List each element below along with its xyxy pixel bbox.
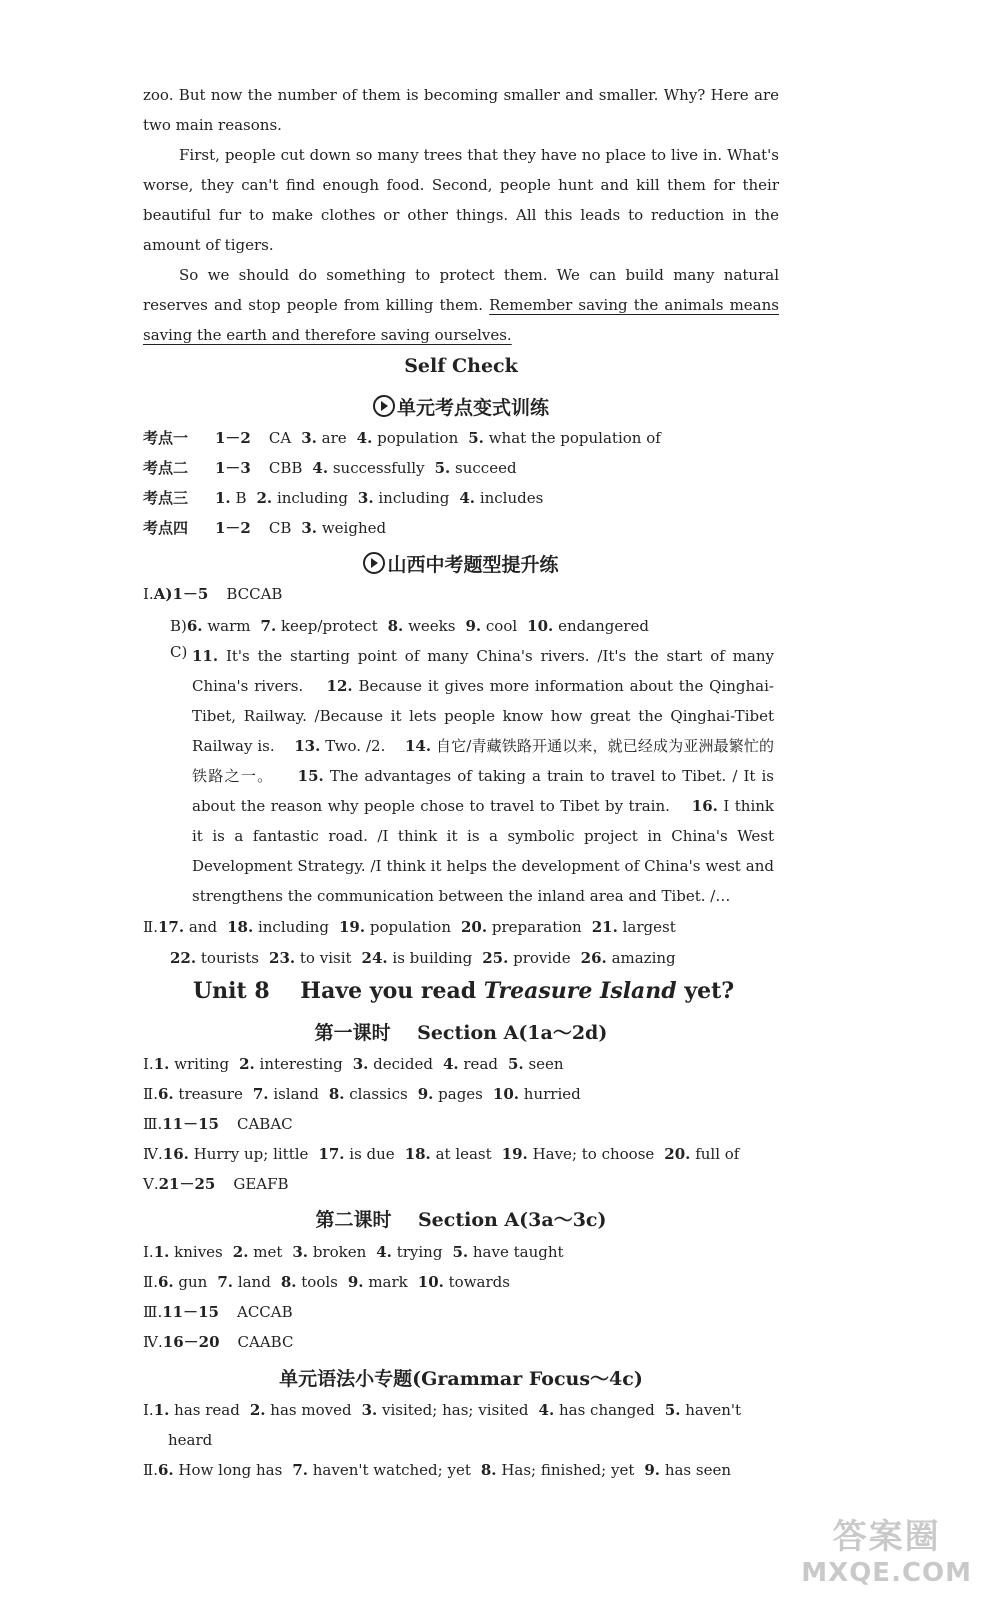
item-number: 11－15 [162,1303,219,1321]
item-number: 6. [157,1085,174,1103]
roman-numeral: Ⅰ. [143,1055,154,1073]
item-number: 16. [691,797,718,815]
section-title-shanxi-text: 山西中考题型提升练 [387,554,559,576]
answer-value: pages [438,1085,483,1103]
roman-numeral: Ⅳ. [143,1333,163,1351]
kaodian-row-3 [143,486,543,510]
item-number: 9. [644,1461,661,1479]
kaodian-label: 考点二 [143,459,189,477]
answer-value: is due [349,1145,395,1163]
item-number: 1－2 [215,429,251,447]
answer-value: including [276,489,348,507]
answer-value: gun [178,1273,208,1291]
item-number: 4. [356,429,373,447]
answer-value: successfully [332,459,425,477]
item-number: 17. [318,1145,345,1163]
grammar-title: 单元语法小专题(Grammar Focus～4c) [279,1368,643,1390]
answer-value: provide [513,949,571,967]
grammar-line-1-cont: heard [168,1431,213,1449]
answer-value: CBB [268,459,303,477]
answer-text: It's the starting point of many China's rivers. /It's the start of many China's rivers. [192,647,774,695]
item-number: 3. [301,429,317,447]
answer-value: CABAC [236,1115,293,1133]
answer-text: The advantages of taking a train to travel to Tibet. / It is about the reason why people chose to travel to Tibet by train. [192,767,774,815]
item-number: 1. [153,1243,170,1261]
answer-value: population [369,918,451,936]
item-number: 22. [170,949,197,967]
lesson1-line-2 [143,1082,581,1106]
answer-text: Two. /2. [325,737,386,755]
play-circle-icon [363,552,385,574]
item-number: 4. [376,1243,392,1261]
item-number: 1. [153,1055,170,1073]
answer-value: largest [622,918,676,936]
item-number: 9. [417,1085,434,1103]
item-number: 15. [297,767,324,785]
watermark-top: 答案圈 [832,1517,941,1557]
answer-value: to visit [299,949,352,967]
item-number: 16－20 [162,1333,220,1351]
answer-value: cool [485,617,518,635]
answer-value: seen [528,1055,564,1073]
part1-a-line [143,582,282,606]
item-number: 3. [352,1055,369,1073]
item-number: 4. [442,1055,459,1073]
item-number: 12. [326,677,353,695]
item-number: 6. [157,1461,174,1479]
item-number: 9. [347,1273,364,1291]
item-number: 21. [591,918,618,936]
item-number: 7. [260,617,277,635]
item-number: 5. [468,429,484,447]
item-number: 17. [157,918,185,936]
item-number: 11－15 [162,1115,219,1133]
answer-value: read [463,1055,498,1073]
answer-value: visited; has; visited [382,1401,529,1419]
answer-value: CA [268,429,292,447]
item-number: 7. [252,1085,269,1103]
passage-paragraph-3 [143,260,779,350]
item-number: 1－2 [215,519,251,537]
item-number: 6. [157,1273,174,1291]
item-number: 7. [217,1273,234,1291]
answer-value: classics [349,1085,408,1103]
unit-title-text: Unit 8 Have you read [193,978,484,1004]
answer-value: are [321,429,347,447]
answer-value: succeed [455,459,517,477]
item-number: 13. [294,737,321,755]
answer-value: is building [392,949,473,967]
answer-value: weighed [321,519,387,537]
roman-numeral: Ⅰ. [143,585,154,603]
answer-value: full of [695,1145,740,1163]
answer-value: has seen [664,1461,731,1479]
answer-value: treasure [178,1085,243,1103]
part2-line-2 [170,946,676,970]
item-number: 5. [434,459,451,477]
watermark-bottom: MXQE.COM [801,1558,972,1588]
item-number: 1. [153,1401,170,1419]
item-number: 18. [227,918,254,936]
item-number: 2. [232,1243,249,1261]
item-number: 8. [280,1273,297,1291]
roman-numeral: Ⅴ. [143,1175,159,1193]
item-number: 2. [256,489,273,507]
roman-numeral: Ⅱ. [143,1461,158,1479]
lesson1-title: 第一课时 Section A(1a～2d) [314,1022,608,1044]
passage-paragraph-1: zoo. But now the number of them is becoming smaller and smaller. Why? Here are two main reasons. [143,86,779,134]
item-number: 4. [312,459,329,477]
grammar-line-1 [143,1398,741,1422]
item-number: 21－25 [158,1175,216,1193]
roman-numeral: Ⅱ. [143,918,158,936]
answer-value: have taught [472,1243,564,1261]
answer-value: what the population of [488,429,661,447]
answer-value: keep/protect [280,617,378,635]
item-number: 23. [269,949,296,967]
answer-value: BCCAB [226,585,283,603]
unit-title-book: Treasure Island [483,978,677,1004]
answer-value: mark [368,1273,408,1291]
item-number: 3. [361,1401,378,1419]
watermark [801,1509,972,1588]
answer-value: towards [448,1273,510,1291]
answer-value: tools [301,1273,338,1291]
item-number: 5. [452,1243,469,1261]
answer-value: haven't [685,1401,742,1419]
lesson2-line-3 [143,1300,293,1324]
answer-value: island [273,1085,319,1103]
answer-value: decided [373,1055,433,1073]
roman-numeral: Ⅲ. [143,1303,163,1321]
answer-value: ACCAB [236,1303,293,1321]
item-number: 19. [338,918,366,936]
grammar-line-2 [143,1458,731,1482]
part1-b-line [170,614,649,638]
item-number: 4. [459,489,476,507]
answer-value: CAABC [237,1333,294,1351]
item-number: 3. [292,1243,309,1261]
self-check-title: Self Check [404,355,518,377]
answer-value: tourists [200,949,260,967]
answer-text: 自它/青藏铁路开通以来，就已经成为亚洲最繁忙的铁路之一。 [192,737,774,785]
part1-c-label: C) [170,643,188,661]
lesson2-line-4 [143,1330,293,1354]
answer-value: writing [174,1055,230,1073]
lesson2-line-2 [143,1270,510,1294]
item-number: 8. [328,1085,345,1103]
answer-value: preparation [491,918,582,936]
answer-value: amazing [611,949,676,967]
answer-text: Because it gives more information about the Qinghai-Tibet, Railway. /Because it lets people know how great the Qinghai-Tibet Railway is. [192,677,774,755]
kaodian-label: 考点一 [143,429,189,447]
item-number: 16. [162,1145,189,1163]
lesson1-line-1 [143,1052,564,1076]
answer-value: warm [207,617,251,635]
roman-numeral: Ⅱ. [143,1273,158,1291]
section-title-shanxi [143,550,779,577]
item-number: 19. [501,1145,528,1163]
lesson2-title: 第二课时 Section A(3a～3c) [315,1209,607,1231]
passage-paragraph-3-text: So we should do something to protect them. We can build many natural reserves and stop people from killing them. [143,266,779,314]
section-title-unit-points [143,393,779,420]
roman-numeral: Ⅲ. [143,1115,163,1133]
lesson1-line-5 [143,1172,289,1196]
kaodian-row-4 [143,516,386,540]
lesson2-line-1 [143,1240,564,1264]
answer-value: How long has [178,1461,283,1479]
answer-value: broken [312,1243,367,1261]
item-number: 10. [492,1085,519,1103]
part2-line-1 [143,915,676,939]
answer-value: has moved [270,1401,352,1419]
item-number: 9. [465,617,482,635]
answer-value: has read [174,1401,240,1419]
kaodian-label: 考点四 [143,519,189,537]
answer-value: land [237,1273,271,1291]
item-number: 4. [538,1401,555,1419]
kaodian-row-2 [143,456,517,480]
answer-value: including [257,918,329,936]
unit-title [193,978,734,1004]
item-number: 20. [461,918,488,936]
section-title-unit-points-text: 单元考点变式训练 [396,397,549,419]
answer-value: at least [435,1145,492,1163]
roman-numeral: Ⅰ. [143,1401,154,1419]
answer-value: Have; to choose [532,1145,655,1163]
passage-paragraph-2: First, people cut down so many trees that they have no place to live in. What's worse, they can't find enough food. Second, people hunt and kill them for their beautiful fur to make clothes or other things. All this leads to reduction in the amount of tigers. [143,146,779,254]
answer-value: haven't watched; yet [312,1461,471,1479]
item-number: 5. [507,1055,524,1073]
item-number: 26. [580,949,607,967]
lesson1-line-4 [143,1142,739,1166]
answer-value: Hurry up; little [193,1145,309,1163]
answer-value: met [253,1243,283,1261]
passage-underlined-sentence: Remember saving the animals means saving the earth and therefore saving ourselves. [143,296,779,344]
answer-value: GEAFB [233,1175,289,1193]
answer-value: including [378,489,450,507]
play-circle-icon [373,395,395,417]
item-number: 24. [361,949,388,967]
item-number: A)1－5 [153,585,209,603]
item-number: 14. [404,737,432,755]
answer-value: and [188,918,218,936]
item-number: 1－3 [215,459,251,477]
answer-value: includes [479,489,544,507]
answer-value: trying [396,1243,443,1261]
item-number: 1. [215,489,231,507]
item-number: 18. [404,1145,431,1163]
answer-value: CB [268,519,292,537]
item-number: 5. [664,1401,681,1419]
answer-value: knives [174,1243,223,1261]
item-number: 6. [186,617,203,635]
kaodian-row-1 [143,426,661,450]
item-number: 2. [239,1055,255,1073]
answer-value: interesting [259,1055,343,1073]
answer-value: has changed [558,1401,655,1419]
answer-value: population [377,429,459,447]
answer-value: weeks [408,617,456,635]
roman-numeral: Ⅱ. [143,1085,158,1103]
answer-value: hurried [523,1085,581,1103]
item-number: 8. [387,617,404,635]
item-number: 20. [664,1145,691,1163]
item-number: 3. [357,489,374,507]
item-number: 8. [480,1461,497,1479]
item-number: 11. [192,647,219,665]
answer-text: I think it is a fantastic road. /I think it is a symbolic project in China's West Development Strategy. /I think it helps the development of China's west and strengthens the communication between the inland area and Tibet. /… [192,797,774,905]
answer-value: B [235,489,247,507]
answer-value: endangered [558,617,649,635]
unit-title-suffix: yet? [676,978,735,1004]
roman-numeral: Ⅰ. [143,1243,154,1261]
part1-c-answers [192,641,774,911]
item-number: 2. [249,1401,266,1419]
item-number: 25. [482,949,509,967]
item-number: 3. [301,519,318,537]
item-number: 10. [417,1273,444,1291]
sub-label: B) [170,617,187,635]
lesson1-line-3 [143,1112,293,1136]
item-number: 10. [527,617,554,635]
roman-numeral: Ⅳ. [143,1145,163,1163]
answer-value: Has; finished; yet [501,1461,635,1479]
kaodian-label: 考点三 [143,489,189,507]
item-number: 7. [292,1461,308,1479]
